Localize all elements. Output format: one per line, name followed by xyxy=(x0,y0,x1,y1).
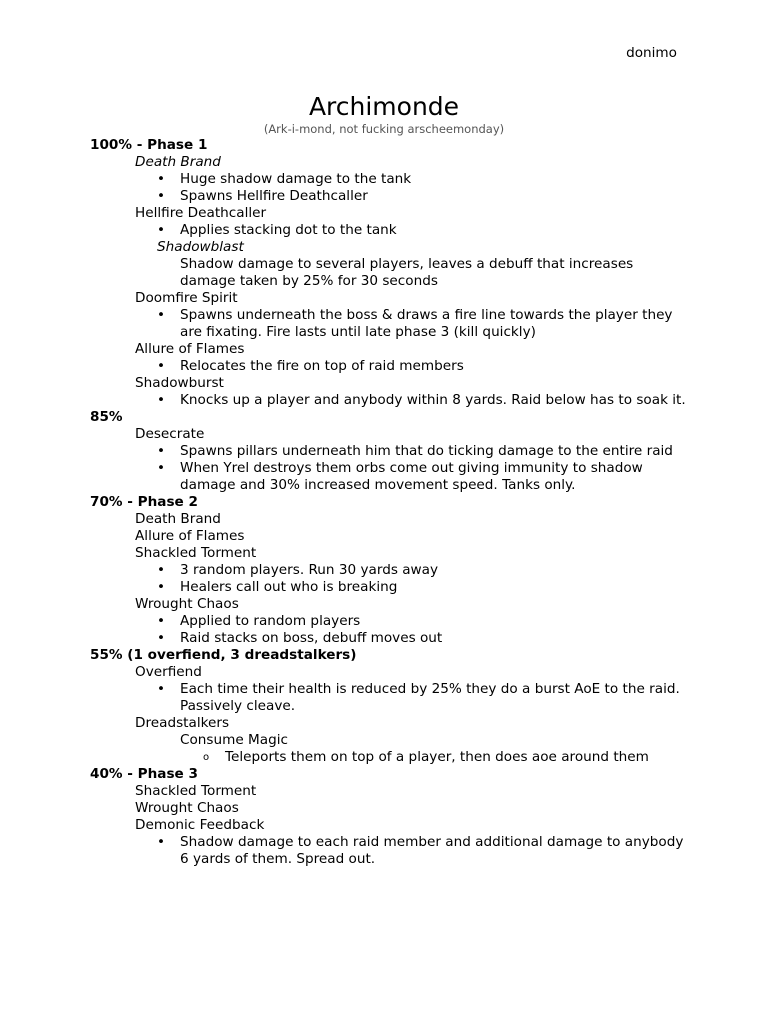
bullet-item: • Applies stacking dot to the tank xyxy=(90,222,690,239)
sub-bullet-item: o Teleports them on top of a player, then does aoe around them xyxy=(90,749,690,766)
ability-name: Dreadstalkers xyxy=(135,715,230,731)
ability-name: Shackled Torment xyxy=(135,545,257,561)
ability-description: Shadow damage to several players, leaves a debuff that increases damage taken by 25% for 30 seconds xyxy=(180,256,634,289)
phase-heading: 70% - Phase 2 xyxy=(90,494,198,510)
phase-heading: 100% - Phase 1 xyxy=(90,137,208,153)
bullet-item: • Spawns pillars underneath him that do ticking damage to the entire raid xyxy=(90,443,690,460)
ability-name: Doomfire Spirit xyxy=(135,290,238,306)
bullet-item: • Huge shadow damage to the tank xyxy=(90,171,690,188)
ability-name: Death Brand xyxy=(135,154,221,170)
ability-name: Shadowburst xyxy=(135,375,224,391)
phase-heading: 40% - Phase 3 xyxy=(90,766,198,782)
ability-name: Shackled Torment xyxy=(135,783,257,799)
document-title: Archimonde xyxy=(308,92,460,121)
ability-name: Wrought Chaos xyxy=(135,596,239,612)
bullet-item: • Healers call out who is breaking xyxy=(90,579,690,596)
bullet-item: • Each time their health is reduced by 25% they do a burst AoE to the raid. Passively cleave. xyxy=(90,681,690,715)
bullet-item: • Spawns Hellfire Deathcaller xyxy=(90,188,690,205)
bullet-item: • Shadow damage to each raid member and additional damage to anybody 6 yards of them. Spread out. xyxy=(90,834,690,868)
ability-name: Demonic Feedback xyxy=(135,817,265,833)
ability-name: Death Brand xyxy=(135,511,221,527)
bullet-item: • 3 random players. Run 30 yards away xyxy=(90,562,690,579)
bullet-item: • Relocates the fire on top of raid members xyxy=(90,358,690,375)
phase-heading: 55% (1 overfiend, 3 dreadstalkers) xyxy=(90,647,357,663)
ability-name: Overfiend xyxy=(135,664,202,680)
author-name: donimo xyxy=(626,45,677,61)
bullet-item: • Raid stacks on boss, debuff moves out xyxy=(90,630,690,647)
ability-name: Wrought Chaos xyxy=(135,800,239,816)
bullet-item: • When Yrel destroys them orbs come out giving immunity to shadow damage and 30% increased movement speed. Tanks only. xyxy=(90,460,690,494)
ability-description: Consume Magic xyxy=(180,732,288,748)
bullet-item: • Applied to random players xyxy=(90,613,690,630)
ability-name: Desecrate xyxy=(135,426,205,442)
ability-name: Allure of Flames xyxy=(135,528,245,544)
bullet-item: • Spawns underneath the boss & draws a fire line towards the player they are fixating. Fire lasts until late phase 3 (kill quickly) xyxy=(90,307,690,341)
phase-heading: 85% xyxy=(90,409,123,425)
ability-name: Shadowblast xyxy=(157,239,244,255)
ability-name: Hellfire Deathcaller xyxy=(135,205,267,221)
bullet-item: • Knocks up a player and anybody within 8 yards. Raid below has to soak it. xyxy=(90,392,690,409)
document-body xyxy=(90,137,690,868)
document-subtitle: (Ark-i-mond, not fucking arscheemonday) xyxy=(263,122,505,136)
ability-name: Allure of Flames xyxy=(135,341,245,357)
